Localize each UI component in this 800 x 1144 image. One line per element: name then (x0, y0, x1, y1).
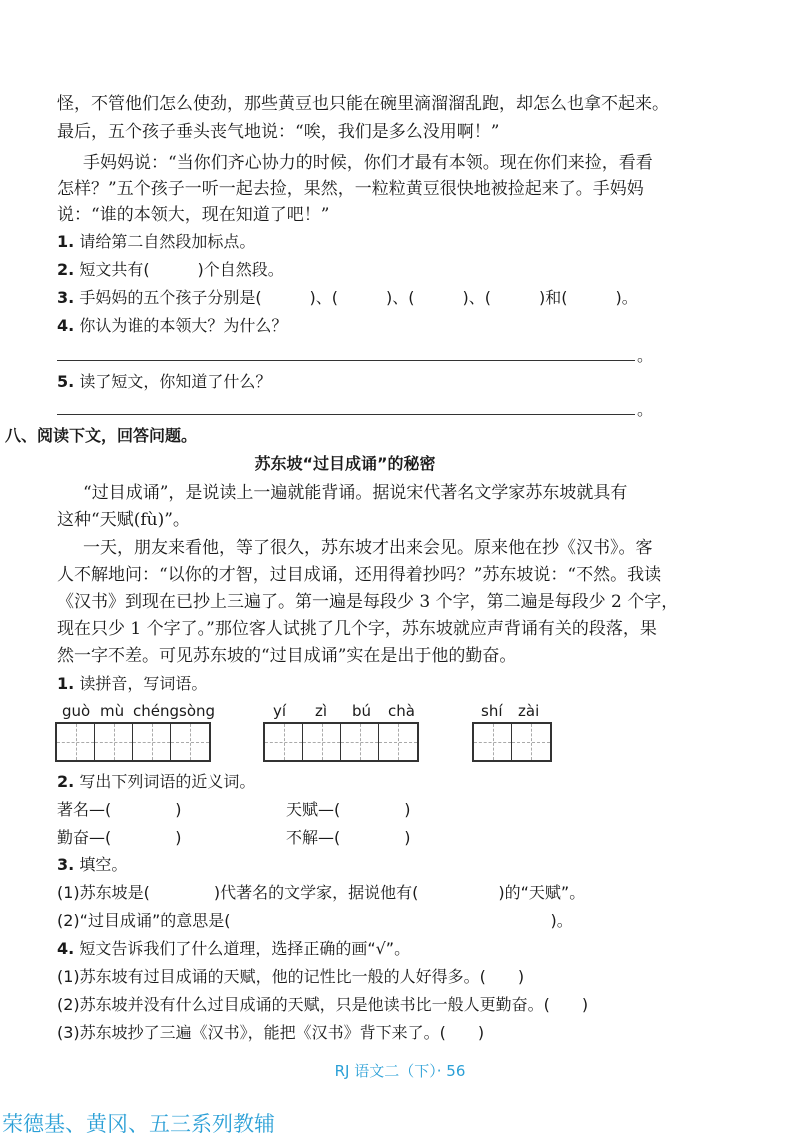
answer-line[interactable] (57, 360, 635, 361)
article-line: 现在只少 1 个字了。”那位客人试挑了几个字，苏东坡就应声背诵有关的段落，果 (57, 619, 657, 639)
synonym-item: 著名—( ) (57, 800, 182, 819)
page-footer: RJ 语文二（下）· 56 (334, 1062, 466, 1080)
pinyin: shí (481, 702, 503, 720)
brand-text: 荣德基、黄冈、五三系列教辅 (2, 1112, 275, 1136)
pinyin: yí (273, 702, 287, 720)
pinyin: mù (100, 702, 125, 720)
synonym-item: 天赋—( ) (286, 800, 411, 819)
article-line: 一天，朋友来看他，等了很久，苏东坡才出来会见。原来他在抄《汉书》。客 (83, 538, 653, 558)
choice-item: (1)苏东坡有过目成诵的天赋，他的记性比一般的人好得多。( ) (57, 967, 525, 986)
answer-end-mark: 。 (637, 346, 654, 365)
answer-end-mark: 。 (637, 400, 654, 419)
choice-item: (3)苏东坡抄了三遍《汉书》，能把《汉书》背下来了。( ) (57, 1023, 485, 1042)
q8-2: 2. 写出下列词语的近义词。 (57, 772, 256, 791)
synonym-item: 勤奋—( ) (57, 828, 182, 847)
passage-line: 最后，五个孩子垂头丧气地说：“唉，我们是多么没用啊！” (57, 122, 500, 142)
article-line: 人不解地问：“以你的才智，过目成诵，还用得着抄吗？”苏东坡说：“不然。我读 (57, 565, 662, 585)
question-3: 3. 手妈妈的五个孩子分别是( )、( )、( )、( )和( )。 (57, 288, 638, 307)
article-line: 然一字不差。可见苏东坡的“过目成诵”实在是出于他的勤奋。 (57, 646, 517, 666)
writing-grid[interactable] (55, 722, 211, 762)
passage-line: 说：“谁的本领大，现在知道了吧！” (57, 205, 330, 225)
question-5: 5. 读了短文，你知道了什么？ (57, 372, 272, 391)
article-line: 这种“天赋(fù)”。 (57, 510, 190, 530)
fill-item: (1)苏东坡是( )代著名的文学家，据说他有( )的“天赋”。 (57, 883, 586, 902)
question-4: 4. 你认为谁的本领大？为什么？ (57, 316, 288, 335)
answer-line[interactable] (57, 414, 635, 415)
q8-4: 4. 短文告诉我们了什么道理，选择正确的画“√”。 (57, 939, 411, 958)
pinyin: chà (388, 702, 415, 720)
passage-line: 怪，不管他们怎么使劲，那些黄豆也只能在碗里滴溜溜乱跑，却怎么也拿不起来。 (57, 94, 669, 114)
section-heading: 八、阅读下文，回答问题。 (5, 426, 198, 445)
article-line: “过目成诵”，是说读上一遍就能背诵。据说宋代著名文学家苏东坡就具有 (83, 483, 628, 503)
pinyin: zì (315, 702, 328, 720)
passage-line: 手妈妈说：“当你们齐心协力的时候，你们才最有本领。现在你们来捡，看看 (83, 153, 653, 173)
question-2: 2. 短文共有( )个自然段。 (57, 260, 284, 279)
passage-line: 怎样？”五个孩子一听一起去捡，果然，一粒粒黄豆很快地被捡起来了。手妈妈 (57, 179, 644, 199)
pinyin: guò (62, 702, 91, 720)
choice-item: (2)苏东坡并没有什么过目成诵的天赋，只是他读书比一般人更勤奋。( ) (57, 995, 589, 1014)
question-1: 1. 请给第二自然段加标点。 (57, 232, 256, 251)
q8-3: 3. 填空。 (57, 855, 128, 874)
article-line: 《汉书》到现在已抄上三遍了。第一遍是每段少 3 个字，第二遍是每段少 2 个字， (57, 592, 679, 612)
writing-grid[interactable] (263, 722, 419, 762)
pinyin: bú (352, 702, 372, 720)
pinyin: zài (518, 702, 540, 720)
synonym-item: 不解—( ) (286, 828, 411, 847)
pinyin: chéngsòng (133, 702, 216, 720)
fill-item: (2)“过目成诵”的意思是( )。 (57, 911, 573, 930)
article-title: 苏东坡“过目成诵”的秘密 (254, 454, 436, 473)
writing-grid[interactable] (472, 722, 552, 762)
q8-1: 1. 读拼音，写词语。 (57, 674, 208, 693)
